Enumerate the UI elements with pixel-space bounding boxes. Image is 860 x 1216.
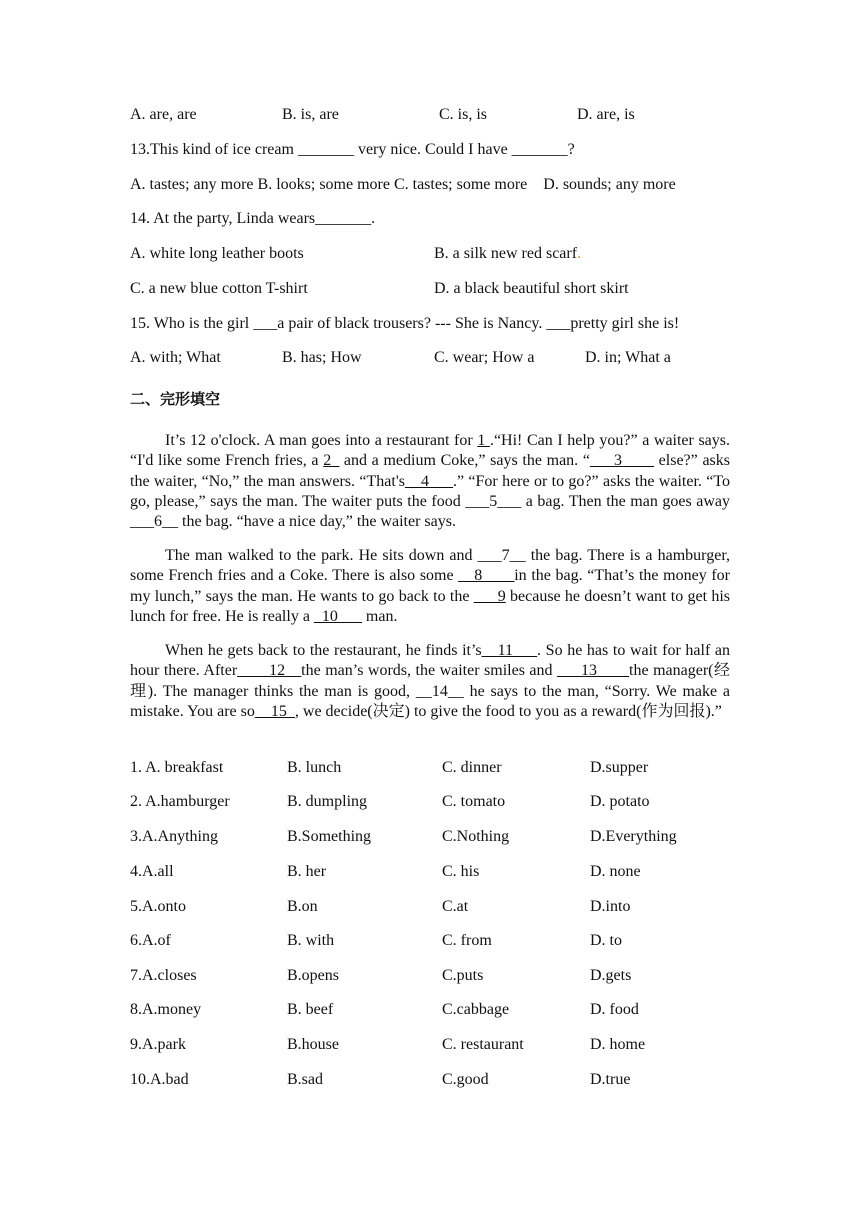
cloze-paragraph-1: It’s 12 o'clock. A man goes into a restaurant for 1 .“Hi! Can I help you?” a waiter says. “I'd like some French fries, a 2_ and a medium Coke,” says the man. “___3____ else?” asks the waiter, “No,” the man answers. “That's__4___.” “For here or to go?” asks the waiter. “To go, please,” says the man. The waiter puts the food ___5___ a bag. Then the man goes away ___6__ the bag. “have a nice day,” the waiter says.	[130, 432, 731, 531]
choice-3-a: 3.A.Anything	[130, 828, 218, 845]
choice-7-d: D.gets	[590, 967, 632, 984]
option-a: A. with; What	[130, 349, 221, 366]
choice-3-b: B.Something	[287, 828, 372, 845]
option-b: B. has; How	[282, 349, 362, 366]
choice-8-b: B. beef	[287, 1001, 334, 1018]
option-b: B. is, are	[282, 106, 339, 123]
choice-6-d: D. to	[590, 932, 622, 949]
choice-4-a: 4.A.all	[130, 863, 174, 880]
choice-7-b: B.opens	[287, 967, 339, 984]
choice-8-d: D. food	[590, 1001, 639, 1018]
question-13-options: A. tastes; any more B. looks; some more C. tastes; some more D. sounds; any more	[130, 176, 676, 193]
choice-10-b: B.sad	[287, 1071, 323, 1088]
choice-10-c: C.good	[442, 1071, 489, 1088]
choice-10-a: 10.A.bad	[130, 1071, 189, 1088]
section-heading: 二、完形填空	[130, 390, 221, 408]
question-15-stem: 15. Who is the girl ___a pair of black trousers? --- She is Nancy. ___pretty girl she is!	[130, 315, 680, 332]
choice-9-d: D. home	[590, 1036, 646, 1053]
option-a: A. white long leather boots	[130, 245, 304, 262]
cloze-paragraph-3: When he gets back to the restaurant, he finds it’s__11___. So he has to wait for half an hour there. After____12__the man’s words, the waiter smiles and ___13____the manager(经理). The manager thinks the man is good, __14__ he says to the man, “Sorry. We make a mistake. You are so__15_, we decide(决定) to give the food to you as a reward(作为回报).”	[130, 642, 730, 720]
choice-2-d: D. potato	[590, 793, 650, 810]
choice-5-d: D.into	[590, 898, 631, 915]
option-c: C. a new blue cotton T-shirt	[130, 280, 308, 297]
choice-9-b: B.house	[287, 1036, 339, 1053]
choice-6-c: C. from	[442, 932, 492, 949]
option-c: C. is, is	[439, 106, 488, 123]
choice-7-c: C.puts	[442, 967, 484, 984]
choice-4-d: D. none	[590, 863, 641, 880]
choice-6-b: B. with	[287, 932, 335, 949]
option-d: D. a black beautiful short skirt	[434, 280, 629, 297]
choice-8-a: 8.A.money	[130, 1001, 202, 1018]
choice-2-b: B. dumpling	[287, 793, 368, 810]
choice-2-c: C. tomato	[442, 793, 506, 810]
choice-5-a: 5.A.onto	[130, 898, 186, 915]
choice-5-c: C.at	[442, 898, 469, 915]
choice-5-b: B.on	[287, 898, 318, 915]
option-b: B. a silk new red scarf.	[434, 245, 582, 262]
choice-1-b: B. lunch	[287, 759, 342, 776]
cloze-paragraph-2: The man walked to the park. He sits down and ___7__ the bag. There is a hamburger, some French fries and a Coke. There is also some __8____in the bag. “That’s the money for my lunch,” says the man. He wants to go back to the ___9 because he doesn’t want to get his lunch for free. He is really a _10___ man.	[130, 547, 731, 625]
option-a: A. are, are	[130, 106, 197, 123]
choice-9-a: 9.A.park	[130, 1036, 186, 1053]
choice-4-c: C. his	[442, 863, 480, 880]
question-13-stem: 13.This kind of ice cream _______ very nice. Could I have _______?	[130, 141, 575, 158]
option-d: D. are, is	[577, 106, 635, 123]
question-14-stem: 14. At the party, Linda wears_______.	[130, 210, 376, 227]
choice-3-c: C.Nothing	[442, 828, 510, 845]
choice-8-c: C.cabbage	[442, 1001, 510, 1018]
option-d: D. in; What a	[585, 349, 671, 366]
choice-3-d: D.Everything	[590, 828, 677, 845]
choice-1-d: D.supper	[590, 759, 649, 776]
choice-1-c: C. dinner	[442, 759, 502, 776]
choice-2-a: 2. A.hamburger	[130, 793, 230, 810]
choice-7-a: 7.A.closes	[130, 967, 197, 984]
option-c: C. wear; How a	[434, 349, 535, 366]
choice-1-a: 1. A. breakfast	[130, 759, 224, 776]
choice-10-d: D.true	[590, 1071, 631, 1088]
choice-6-a: 6.A.of	[130, 932, 171, 949]
choice-9-c: C. restaurant	[442, 1036, 524, 1053]
choice-4-b: B. her	[287, 863, 327, 880]
